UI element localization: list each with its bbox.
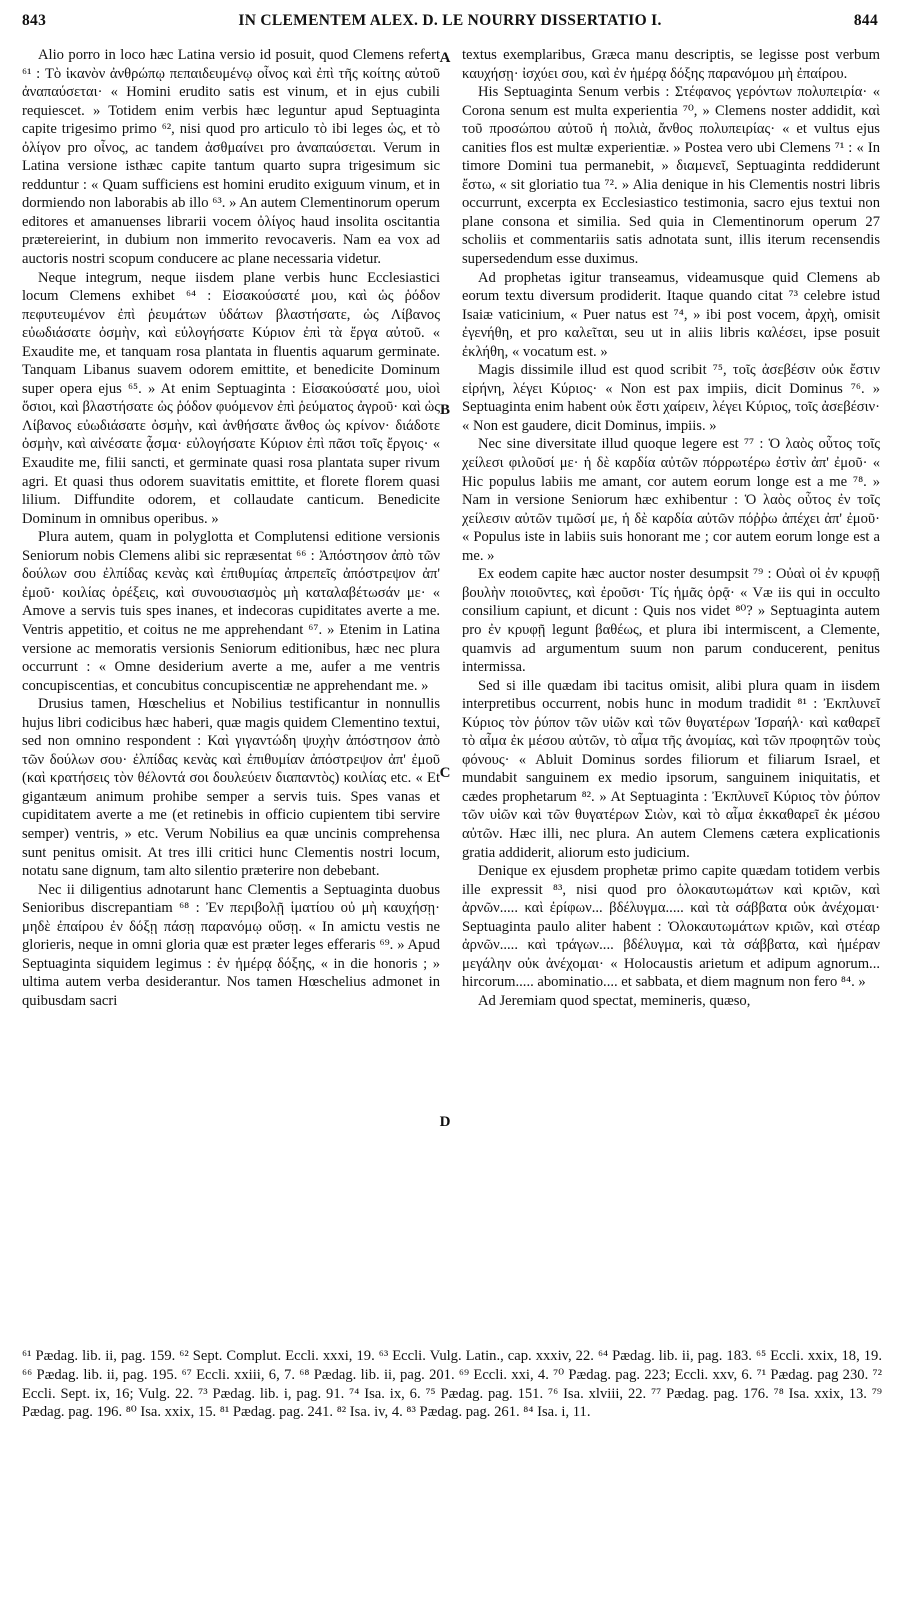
paragraph: Drusius tamen, Hœschelius et Nobilius testificantur in nonnullis hujus libri codicibus hæc haberi, quæ magis quidem Clementino textui, sed non omnino respondent : Καὶ γιγαντώδη ψυχὴν ἀπόστησον ἀπὸ τῶν δούλων σου· ἐλπίδας κενὰς καὶ ἐπιθυμίαν ἀπόστρεψον ἀπ' ἐμοῦ (καὶ κρατήσεις τὸν θέλοντά σοι δουλεύειν διαπαντὸς) κοιλίας etc. « Et gigantæum animum prohibe semper a servis tuis. Spes vanas et cupiditatem averte a me (et retinebis in officio cupientem tibi servire semper) ventris, » etc. Verum Nobilius ea quæ uncinis comprehensa sunt penitus omisit. At tres illi critici hunc Clementis nostri locum, notatu sane dignum, tam alto silentio præterire non debebant. bbox=[22, 696, 440, 880]
paragraph: Ex eodem capite hæc auctor noster desumpsit ⁷⁹ : Οὐαὶ οἱ ἐν κρυφῇ βουλὴν ποιοῦντες, καὶ ἐροῦσι· Τίς ἡμᾶς ὁρᾷ· « Væ iis qui in occulto consilium capiunt, et dicunt : Quis nos videt ⁸⁰? » Septuaginta autem pro ἐν κρυφῇ legunt βαθέως, et plura ibi intermiscent, a Clemente, quamvis ad argumentum suum non parum conducerent, penitus intermissa. bbox=[462, 566, 880, 676]
paragraph: Nec ii diligentius adnotarunt hanc Clementis a Septuaginta duobus Senioribus discrepantiam ⁶⁸ : Ἐν περιβολῇ ἱματίου οὐ μὴ καυχήσῃ· μηδὲ ἐπαίρου ἐν δόξῃ πάσῃ παρανόμῳ οὔσῃ. « In amictu vestis ne glorieris, neque in omni gloria quæ est præter leges efferaris ⁶⁹. » Apud Septuaginta siquidem legimus : ἐν ἡμέρᾳ δόξης, « in die honoris ; » ultima autem verba desiderantur. Nos tamen Hœschelius admonet in quibusdam sacri bbox=[22, 881, 440, 1009]
paragraph: Magis dissimile illud est quod scribit ⁷⁵, τοῖς ἀσεβέσιν οὐκ ἔστιν εἰρήνη, λέγει Κύριος· « Non est pax impiis, dicit Dominus ⁷⁶. » Septuaginta enim habent οὐκ ἔστι χαίρειν, λέγει Κύριος, τοῖς ἀσεβέσιν· « Non est gaudere, dicit Dominus, impiis. » bbox=[462, 362, 880, 434]
margin-marker-c: C bbox=[439, 765, 451, 781]
page-number-right: 844 bbox=[853, 12, 878, 29]
paragraph: Ad prophetas igitur transeamus, videamusque quid Clemens ab eorum textu diversum prodiderit. Itaque quando citat ⁷³ celebre istud Isaiæ vaticinium, « Puer natus est ⁷⁴, » ibi post vocem, ἀρχὴ, omisit ἐγενήθη, et pro καλεῖται, seu ut in aliis libris καλέσει, ipse posuit ἐκλήθη, « vocatum est. » bbox=[462, 269, 880, 360]
paragraph: Nec sine diversitate illud quoque legere est ⁷⁷ : Ὁ λαὸς οὗτος τοῖς χείλεσι φιλοῦσί με· ἡ δὲ καρδία αὐτῶν πόρρωτέρω ἐστὶν ἀπ' ἐμοῦ· « Hic populus labiis me amant, cor autem eorum longe est a me ⁷⁸. » Nam in versione Seniorum hæc exhibentur : Ὁ λαὸς οὗτος ἐν τοῖς χείλεσιν αὐτῶν τιμῶσί με, ἡ δὲ καρδία αὐτῶν πόῤῥω ἀπέχει ἀπ' ἐμοῦ· « Populus iste in labiis suis honorant me ; cor autem eorum longe est a me. » bbox=[462, 436, 880, 564]
margin-marker-a: A bbox=[439, 50, 451, 66]
paragraph: His Septuaginta Senum verbis : Στέφανος γερόντων πολυπειρία· « Corona senum est multa experientia ⁷⁰, » Clemens noster addidit, καὶ τοῦ προσώπου αὐτοῦ ἡ πολιὰ, ἄνθος πολυπειρίας· « et vultus ejus canities flos est multæ experientiæ. » Postea vero ubi Clemens ⁷¹ : « In timore Domini tua permanebit, » διαμενεῖ, Septuaginta reddiderunt ἔστω, « sit gloriatio tua ⁷². » Alia denique in his Clementis nostri libris occurrunt, excerpta ex Ecclesiastico testimonia, sacro ejus textui non plane consona et similia. Sed quia in Clementinorum operum 27 scholiis et commentariis satis adnotata sunt, illis iterum recensendis supersedendum esse duximus. bbox=[462, 84, 880, 268]
paragraph: Denique ex ejusdem prophetæ primo capite quædam totidem verbis ille expressit ⁸³, nisi quod pro ὁλοκαυτωμάτων καὶ κριῶν, καὶ ἀρνῶν..... καὶ ἐρίφων... βδέλυγμα..... καὶ τὰ σάββατα οὐκ ἀνέχομαι· Septuaginta paulo aliter habent : Ὁλοκαυτωμάτων κριῶν, καὶ στέαρ ἀρνῶν..... καὶ τράγων.... βδέλυγμα, καὶ τὰ σάββατα, καὶ ἡμέραν μεγάλην οὐκ ἀνέχομαι· « Holocaustis arietum et adipum agnorum... hircorum..... abominatio.... et sabbata, et diem magnum non fero ⁸⁴. » bbox=[462, 863, 880, 991]
page-number-left: 843 bbox=[22, 12, 47, 29]
paragraph: textus exemplaribus, Græca manu descriptis, se legisse post verbum καυχήσῃ· ἰσχύει σου, καὶ ἐν ἡμέρᾳ δόξης παρανόμου μὴ ἐπαίρου. bbox=[462, 47, 880, 82]
footnotes bbox=[22, 1347, 882, 1422]
margin-marker-b: B bbox=[439, 402, 450, 418]
page-header bbox=[22, 12, 878, 34]
paragraph: Neque integrum, neque iisdem plane verbis hunc Ecclesiastici locum Clemens exhibet ⁶⁴ : Εἰσακούσατέ μου, καὶ ὡς ῥόδον πεφυτευμένον ἐπὶ ῥευμάτων ὑδάτων βλαστήσατε, ὡς Λίβανος εὐωδιάσατε ὀσμὴν, καὶ εὐλογήσατε Κύριον ἐπὶ τὰ ἔργα αὐτοῦ. « Exaudite me, et tanquam rosa plantata in fluentis aquarum germinate. Tanquam Libanus suavem odorem emittite, et benedicite Dominum super opera ejus ⁶⁵. » At enim Septuaginta : Εἰσακούσατέ μου, υἱοὶ ὅσιοι, καὶ βλαστήσατε ὡς ῥόδον φυόμενον ἐπὶ ῥεύματος ἀγροῦ· καὶ ὡς Λίβανος εὐωδιάσατε ὀσμὴν, καὶ ἀνθήσατε ἄνθος ὡς κρίνον· διάδοτε ὀσμὴν, καὶ αἰνέσατε ᾆσμα· εὐλογήσατε Κύριον ἐπὶ πᾶσι τοῖς ἔργοις· « Exaudite me, filii sancti, et germinate quasi rosa plantata super rivum agri. Et quasi thus odorem suavitatis emittite, et florete florem quasi lilium. Diffundite odorem, et collaudate canticum. Benedicite Dominum in omnibus operibus. » bbox=[22, 269, 440, 527]
right-column bbox=[462, 46, 880, 1010]
paragraph: Alio porro in loco hæc Latina versio id posuit, quod Clemens refert ⁶¹ : Τὸ ἱκανὸν ἀνθρώπῳ πεπαιδευμένῳ οἶνος καὶ ἐπὶ τῆς κοίτης αὐτοῦ ἀναπαύσεται· « Homini erudito satis est vinum, et in ejus cubili requiescet. » Totidem enim verbis hæc leguntur apud Septuaginta capite trigesimo primo ⁶², nisi quod pro articulo τὸ ibi leges ὡς, et τὸ ὀλίγον pro οἶνος, ac tandem ἀσθμαίνει pro ἀναπαύσεται. Verum in Latina versione isthæc capite tantum quarto supra trigesimum sic redduntur : « Quam sufficiens est homini erudito exiguum vinum, et in dormiendo non laborabis ab illo ⁶³. » An autem Clementinorum operum editores et amanuenses librarii vocem ὀλίγος haud insolita oscitantia prætereierint, in dubium non immerito revocaveris. Nam ea vox ad auctoris nostri scopum conducere ac plane necessaria videtur. bbox=[22, 47, 440, 268]
paragraph: Sed si ille quædam ibi tacitus omisit, alibi plura quam in iisdem interpretibus occurrent, nobis hunc in modum tradidit ⁸¹ : Ἐκπλυνεῖ Κύριος τὸν ῥύπον τῶν υἱῶν καὶ τῶν θυγατέρων Ἰσραήλ· καὶ καθαρεῖ τὸ αἷμα ἐκ μέσου αὐτῶν, τὸ αἷμα τῆς ἀνομίας, καὶ τῶν προφητῶν τοὺς φόνους· « Abluit Dominus sordes filiorum et filiarum Israel, et mundabit sanguinem ex medio ipsorum, sanguinem iniquitatis, et cædes prophetarum ⁸². » At Septuaginta : Ἐκπλυνεῖ Κύριος τὸν ῥύπον τῶν υἱῶν καὶ τῶν θυγατέρων Σιὼν, καὶ τὸ αἷμα ἐκκαθαρεῖ ἐκ μέσου αὐτῶν. Hæc illi, nec plura. An autem Clemens cætera explicationis gratia addiderit, aliorum esto judicium. bbox=[462, 677, 880, 861]
footnote-text: ⁶¹ Pædag. lib. ii, pag. 159. ⁶² Sept. Complut. Eccli. xxxi, 19. ⁶³ Eccli. Vulg. Latin., cap. xxxiv, 22. ⁶⁴ Pædag. lib. ii, pag. 183. ⁶⁵ Eccli. xxix, 18, 19. ⁶⁶ Pædag. lib. ii, pag. 195. ⁶⁷ Eccli. xxiii, 6, 7. ⁶⁸ Pædag. lib. ii, pag. 201. ⁶⁹ Eccli. xxi, 4. ⁷⁰ Pædag. pag. 223; Eccli. xxv, 6. ⁷¹ Pædag. pag 230. ⁷² Eccli. Sept. ix, 16; Vulg. 22. ⁷³ Pædag. lib. i, pag. 91. ⁷⁴ Isa. ix, 6. ⁷⁵ Pædag. pag. 151. ⁷⁶ Isa. xlviii, 22. ⁷⁷ Pædag. pag. 176. ⁷⁸ Isa. xxix, 13. ⁷⁹ Pædag. pag. 196. ⁸⁰ Isa. xxix, 15. ⁸¹ Pædag. pag. 241. ⁸² Isa. iv, 4. ⁸³ Pædag. pag. 261. ⁸⁴ Isa. i, 11. bbox=[22, 1348, 882, 1421]
running-title: IN CLEMENTEM ALEX. D. LE NOURRY DISSERTATIO I. bbox=[238, 12, 662, 29]
paragraph: Plura autem, quam in polyglotta et Complutensi editione versionis Seniorum nobis Clemens alibi sic repræsentat ⁶⁶ : Ἀπόστησον ἀπὸ τῶν δούλων σου ἐλπίδας κενὰς καὶ ἐπιθυμίας ἀπρεπεῖς ἀπόστρεψον ἀπ' ἐμοῦ· κοιλίας ὀρέξεις, καὶ συνουσιασμὸς μὴ καταλαβέτωσάν με· « Amove a servis tuis spes inanes, et indecoras cupiditates averte a me. Ventris appetitio, et coitus ne me apprehendant ⁶⁷. » Etenim in Latina versione ac memoratis versionis Seniorum editionibus, hæc nec plura occurrunt : « Omne desiderium averte a me, aufer a me ventris concupiscentias, et concubitus concupiscentiæ ne apprehendant me. » bbox=[22, 529, 440, 694]
paragraph: Ad Jeremiam quod spectat, memineris, quæso, bbox=[478, 992, 751, 1009]
margin-marker-d: D bbox=[439, 1114, 451, 1130]
left-column bbox=[22, 46, 440, 1010]
